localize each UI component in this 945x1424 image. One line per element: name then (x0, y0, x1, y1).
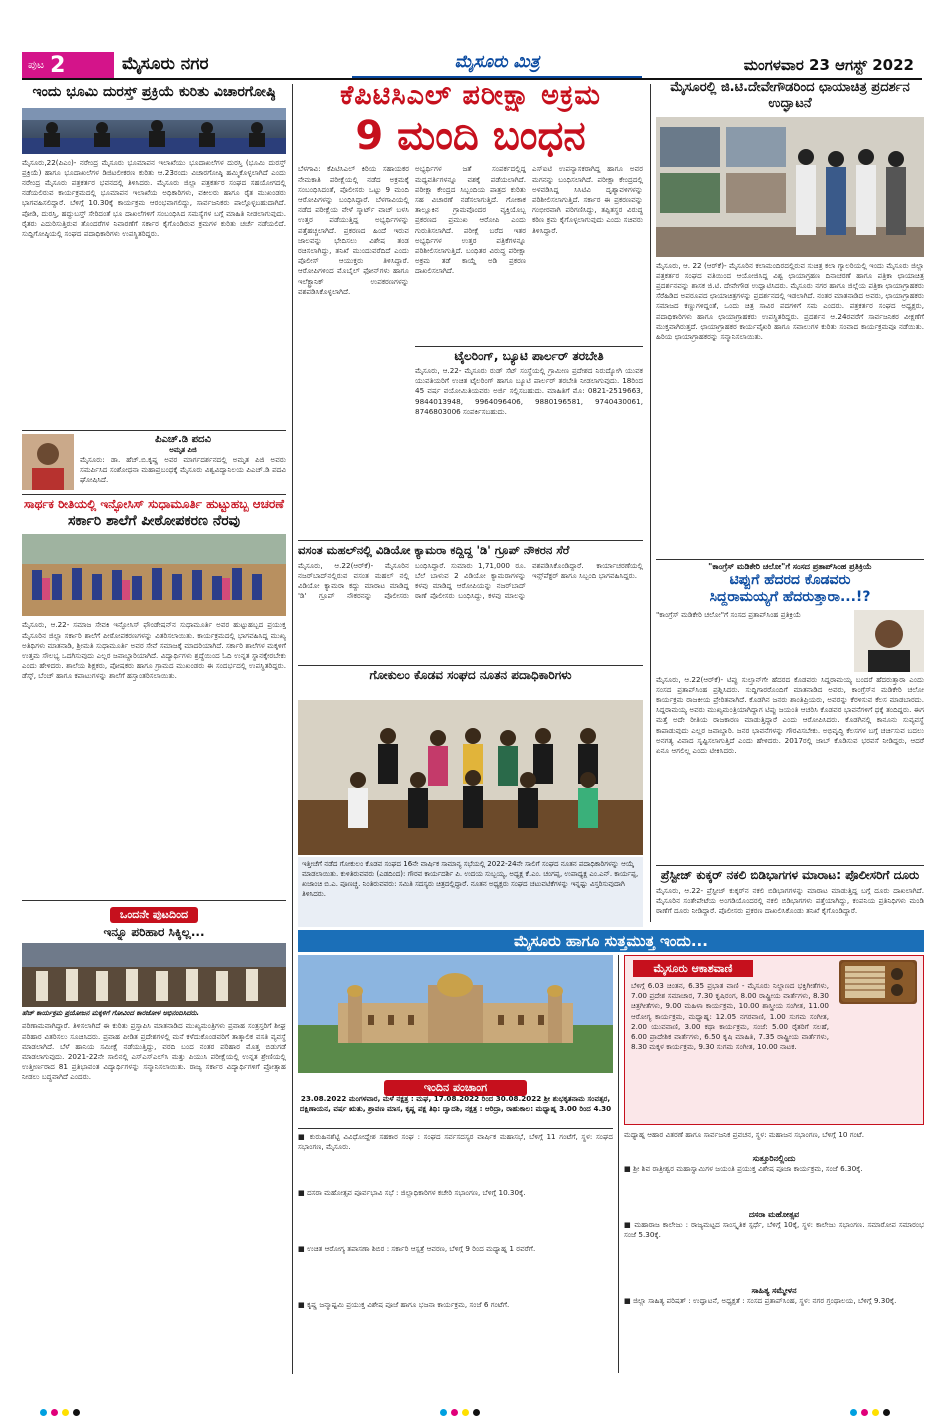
kodava-headline: ಗೋಕುಲಂ ಕೊಡವ ಸಂಘದ ನೂತನ ಪದಾಧಿಕಾರಿಗಳು (369, 667, 572, 682)
story1-photo (22, 108, 286, 154)
listing-item: ■ ಮಹಾರಾಜ ಕಾಲೇಜು : ರಾಜ್ಯಮಟ್ಟದ ಸಾಂಸ್ಕೃತಿಕ ಸ್ಪರ್ಧೆ, ಬೆಳಿಗ್ಗೆ 10ಕ್ಕೆ, ಸ್ಥಳ: ಕಾಲೇಜು ಸಭಾಂಗಣ. ಸಮಾರೋಪ ಸಮಾರಂಭ ಸಂಜೆ 5.30ಕ್ಕೆ. (624, 1220, 924, 1240)
page-number-badge (22, 52, 114, 78)
siddaramaiah-body: ಮೈಸೂರು, ಆ.22(ಆರ್‌ಕೆ)- ಟಿಪ್ಪು ಸುಲ್ತಾನ್‌ಗೇ ಹೆದರದ ಕೊಡವರು ಸಿದ್ದರಾಮಯ್ಯ ಬಂದರೆ ಹೆದರುತ್ತಾರಾ ಎಂದು ಸಂಸದ ಪ್ರತಾಪ್‌ಸಿಂಹ ಪ್ರಶ್ನಿಸಿದರು. ಸುದ್ದಿಗಾರರೊಂದಿಗೆ ಮಾತನಾಡಿದ ಅವರು, ಕಾಂಗ್ರೆಸ್‌ನ ಮಡಿಕೇರಿ ಚಲೋ ಕಾರ್ಯಕ್ರಮ ರಾಜಕೀಯ ಪ್ರೇರಿತವಾಗಿದೆ. ಕೊಡಗಿನ ಜನರು ಶಾಂತಿಪ್ರಿಯರು, ಅವರನ್ನು ಕೆರಳಿಸುವ ಕೆಲಸ ಮಾಡಬಾರದು. ಸಿದ್ದರಾಮಯ್ಯ ಅವರು ಮುಖ್ಯಮಂತ್ರಿಯಾಗಿದ್ದಾಗ ಟಿಪ್ಪು ಜಯಂತಿ ಆಚರಿಸಿ ಕೊಡವರ ಭಾವನೆಗಳಿಗೆ ಧಕ್ಕೆ ತಂದಿದ್ದರು. ಈಗ ಮತ್ತೆ ಅದೇ ರೀತಿಯ ರಾಜಕಾರಣ ಮಾಡುತ್ತಿದ್ದಾರೆ ಎಂದು ಆರೋಪಿಸಿದರು. ಕೊಡಗಿನಲ್ಲಿ ಕಾನೂನು ಸುವ್ಯವಸ್ಥೆ ಕಾಪಾಡುವುದು ಎಲ್ಲರ ಜವಾಬ್ದಾರಿ. ಜನರ ಭಾವನೆಗಳನ್ನು ಗೌರವಿಸಬೇಕು. ಅಭಿವೃದ್ಧಿ ಕೆಲಸಗಳ ಬಗ್ಗೆ ಚರ್ಚಿಸುವ ಬದಲು ಅನಗತ್ಯ ವಿವಾದ ಸೃಷ್ಟಿಸಲಾಗುತ್ತಿದೆ ಎಂದು ಹೇಳಿದರು. 2017ರಲ್ಲಿ ಜಾಬ್ ಕೊಡಿಸುವ ಭರವಸೆ ನೀಡಿದ್ದರು, ಆದರೆ ಏನೂ ಆಗಲಿಲ್ಲ ಎಂದು ಟೀಕಿಸಿದರು. (656, 674, 924, 755)
lead-body-col1: ಬೆಳಗಾವಿ: ಕೆಪಿಟಿಸಿಎಲ್ ಕಿರಿಯ ಸಹಾಯಕರ ನೇಮಕಾತಿ ಪರೀಕ್ಷೆಯಲ್ಲಿ ನಡೆದ ಅಕ್ರಮಕ್ಕೆ ಸಂಬಂಧಿಸಿದಂತೆ, ಪೊಲೀಸರು ಒಟ್ಟು 9 ಮಂದಿ ಆರೋಪಿಗಳನ್ನು ಬಂಧಿಸಿದ್ದಾರೆ. ಬೆಳಗಾವಿಯಲ್ಲಿ ನಡೆದ ಪರೀಕ್ಷೆಯ ವೇಳೆ ಸ್ಮಾರ್ಟ್ ವಾಚ್ ಬಳಸಿ ಉತ್ತರ ಪಡೆಯುತ್ತಿದ್ದ ಅಭ್ಯರ್ಥಿಗಳನ್ನು ಪತ್ತೆಹಚ್ಚಲಾಗಿದೆ. ಪ್ರಕರಣದ ಹಿಂದೆ ಇರುವ ಜಾಲವನ್ನು ಭೇದಿಸಲು ವಿಶೇಷ ತಂಡ ರಚಿಸಲಾಗಿದ್ದು, ತನಿಖೆ ಮುಂದುವರೆದಿದೆ ಎಂದು ಪೊಲೀಸ್ ಆಯುಕ್ತರು ತಿಳಿಸಿದ್ದಾರೆ. ಆರೋಪಿಗಳಿಂದ ಮೊಬೈಲ್ ಫೋನ್‌ಗಳು ಹಾಗೂ ಇಲೆಕ್ಟ್ರಾನಿಕ್ ಉಪಕರಣಗಳನ್ನು ವಶಪಡಿಸಿಕೊಳ್ಳಲಾಗಿದೆ. (298, 164, 409, 296)
lead-kicker: ಕೆಪಿಟಿಸಿಎಲ್ ಪರೀಕ್ಷಾ ಅಕ್ರಮ (340, 80, 601, 111)
event-item: ■ ಕೃಷ್ಣ ಜನ್ಮಾಷ್ಟಮಿ ಪ್ರಯುಕ್ತ ವಿಶೇಷ ಪೂಜೆ ಹಾಗೂ ಭಜನಾ ಕಾರ್ಯಕ್ರಮ, ಸಂಜೆ 6 ಗಂಟೆಗೆ. (298, 1300, 510, 1309)
phd-body: ಮೈಸೂರು: ಡಾ. ಹೆಚ್.ಬಿ.ಕೃಷ್ಣ ಅವರ ಮಾರ್ಗದರ್ಶನದಲ್ಲಿ ಅಮೃತ ಪಿಜಿ ಅವರು ಸಮರ್ಪಿಸಿದ ಸಂಶೋಧನಾ ಮಹಾಪ್ರಬಂಧಕ್ಕೆ ಮೈಸೂರು ವಿಶ್ವವಿದ್ಯಾನಿಲಯ ಪಿಎಚ್.ಡಿ ಪದವಿ ಘೋಷಿಸಿದೆ. (80, 455, 286, 485)
today-band: ಮೈಸೂರು ಹಾಗೂ ಸುತ್ತಮುತ್ತ ಇಂದು... (298, 930, 924, 952)
cooker-body: ಮೈಸೂರು, ಆ.22- ಪ್ರೆಸ್ಟೀಜ್ ಕುಕ್ಕರ್‌ನ ನಕಲಿ ಬಿಡಿಭಾಗಗಳನ್ನು ಮಾರಾಟ ಮಾಡುತ್ತಿದ್ದ ಬಗ್ಗೆ ದೂರು ದಾಖಲಾಗಿದೆ. ಮೈಸೂರಿನ ಸಂತೇಪೇಟೆಯ ಅಂಗಡಿಯೊಂದರಲ್ಲಿ ನಕಲಿ ಬಿಡಿಭಾಗಗಳು ಪತ್ತೆಯಾಗಿದ್ದು, ಕಂಪನಿಯ ಪ್ರತಿನಿಧಿಗಳು ಮಂಡಿ ಠಾಣೆಗೆ ದೂರು ನೀಡಿದ್ದಾರೆ. ಪೊಲೀಸರು ಪ್ರಕರಣ ದಾಖಲಿಸಿಕೊಂಡು ತನಿಖೆ ಕೈಗೊಂಡಿದ್ದಾರೆ. (656, 885, 924, 915)
print-registration-marks (40, 1409, 80, 1416)
print-registration-marks (850, 1409, 890, 1416)
tailoring-body: ಮೈಸೂರು, ಆ.22- ಮೈಸೂರು ರುಡ್ ಸೆಟ್ ಸಂಸ್ಥೆಯಲ್ಲಿ ಗ್ರಾಮೀಣ ಪ್ರದೇಶದ ನಿರುದ್ಯೋಗಿ ಯುವಕ ಯುವತಿಯರಿಗೆ ಉಚಿತ ಟೈಲರಿಂಗ್ ಹಾಗೂ ಬ್ಯೂಟಿ ಪಾರ್ಲರ್ ತರಬೇತಿ ನೀಡಲಾಗುವುದು. 18ರಿಂದ 45 ವರ್ಷ ವಯೋಮಿತಿಯವರು ಅರ್ಜಿ ಸಲ್ಲಿಸಬಹುದು. ಮಾಹಿತಿಗೆ ಮೊ: 0821-2519663, 9844013948, 9964096406, 9880196581, 9740430061, 8746803006 ಸಂಪರ್ಕಿಸಬಹುದು. (415, 366, 643, 416)
press-meet-image (22, 108, 286, 154)
section-name: ಮೈಸೂರು ನಗರ (122, 54, 209, 74)
panchanga-text: 23.08.2022 ಮಂಗಳವಾರ, ಮಳೆ ನಕ್ಷತ್ರ : ಮಘ, 17.08.2022 ರಿಂದ 30.08.2022 ಶ್ರೀ ಶುಭಕೃತನಾಮ ಸಂವತ್ಸರ, ದಕ್ಷಿಣಾಯನ, ವರ್ಷ ಋತು, ಶ್ರಾವಣ ಮಾಸ, ಕೃಷ್ಣ ಪಕ್ಷ ತಿಥಿ: ದ್ವಾದಶಿ, ನಕ್ಷತ್ರ : ಆರಿದ್ರಾ, ರಾಹುಕಾಲ: ಮಧ್ಯಾಹ್ನ 3.00 ರಿಂದ 4.30 (299, 1094, 612, 1113)
siddaramaiah-body-lead: "ಕಾಂಗ್ರೆಸ್ ಮಡಿಕೇರಿ ಚಲೋ"ಗೆ ಸಂಸದ ಪ್ರತಾಪ್‌ಸಿಂಹ ಪ್ರತಿಕ್ರಿಯೆ (656, 609, 802, 619)
black-dot (883, 1409, 890, 1416)
panchanga-title: ಇಂದಿನ ಪಂಚಾಂಗ (384, 1080, 527, 1096)
radio-schedule: ಬೆಳಿಗ್ಗೆ 6.03 ಚಿಂತನ, 6.35 ಪ್ರಭಾತ ವಾಣಿ - ಮೈಸೂರು ನಿಲ್ದಾಣದ ಭಕ್ತಿಗೀತೆಗಳು, 7.00 ಪ್ರದೇಶ ಸಮಾಚಾರ, 7.30 ಕೃಷಿರಂಗ, 8.00 ರಾಷ್ಟ್ರೀಯ ವಾರ್ತೆಗಳು, 8.30 ಚಿತ್ರಗೀತೆಗಳು, 9.00 ಮಹಿಳಾ ಕಾರ್ಯಕ್ರಮ, 10.00 ಶಾಸ್ತ್ರೀಯ ಸಂಗೀತ, 11.00 ಆರೋಗ್ಯ ಕಾರ್ಯಕ್ರಮ, ಮಧ್ಯಾಹ್ನ: 12.05 ನಗರವಾಣಿ, 1.00 ಸುಗಮ ಸಂಗೀತ, 2.00 ಯುವವಾಣಿ, 3.00 ಕಥಾ ಕಾರ್ಯಕ್ರಮ, ಸಂಜೆ: 5.00 ರೈತರಿಗೆ ಸಲಹೆ, 6.00 ಪ್ರಾದೇಶಿಕ ವಾರ್ತೆಗಳು, 6.50 ಕೃಷಿ ಮಾಹಿತಿ, 7.35 ರಾಷ್ಟ್ರೀಯ ವಾರ್ತೆಗಳು, 8.30 ಮಕ್ಕಳ ಕಾರ್ಯಕ್ರಮ, 9.30 ಸುಗಮ ಸಂಗೀತ, 10.00 ನಾಟಕ. (631, 981, 829, 1052)
phd-name: ಅಮೃತ ಪಿಜಿ (169, 446, 197, 454)
kodava-caption: ಇತ್ತೀಚೆಗೆ ನಡೆದ ಗೋಕುಲಂ ಕೊಡವ ಸಂಘದ 16ನೇ ವಾರ್ಷಿಕ ಸಾಮಾನ್ಯ ಸಭೆಯಲ್ಲಿ 2022-24ನೇ ಸಾಲಿಗೆ ಸಂಘದ ನೂತನ ಪದಾಧಿಕಾರಿಗಳನ್ನು ಆಯ್ಕೆ ಮಾಡಲಾಯಿತು. ಕುಳಿತಿರುವವರು (ಎಡದಿಂದ): ಗೌರವ ಕಾರ್ಯದರ್ಶಿ ಪಿ. ಉದಯ ಸುಬ್ಬಯ್ಯ, ಅಧ್ಯಕ್ಷ ಕೆ.ಎಂ. ಚಂಗಪ್ಪ, ಉಪಾಧ್ಯಕ್ಷ ಎಂ.ಎನ್. ಕಾರ್ಯಪ್ಪ, ಖಜಾಂಚಿ ಬಿ.ಎ. ಪೂಣಚ್ಚ. ನಿಂತಿರುವವರು: ಸಮಿತಿ ಸದಸ್ಯರು ಚಿತ್ರದಲ್ಲಿದ್ದಾರೆ. ನೂತನ ಅಧ್ಯಕ್ಷರು ಸಂಘದ ಚಟುವಟಿಕೆಗಳನ್ನು ಇನ್ನಷ್ಟು ವಿಸ್ತರಿಸುವುದಾಗಿ ತಿಳಿಸಿದರು. (298, 857, 643, 927)
vasantha-body: ಮೈಸೂರು, ಆ.22(ಆರ್‌ಕೆ)- ಮೈಸೂರಿನ ನಜರ್‌ಬಾದ್‌ನಲ್ಲಿರುವ ವಸಂತ ಮಹಲ್ ನಲ್ಲಿ ವಿಡಿಯೋ ಕ್ಯಾಮರಾ ಕದ್ದು ಮಾರಾಟ ಮಾಡಿದ್ದ 'ಡಿ' ಗ್ರೂಪ್ ನೌಕರನನ್ನು ಪೊಲೀಸರು ಬಂಧಿಸಿದ್ದಾರೆ. ಸುಮಾರು 1,71,000 ರೂ. ಬೆಲೆ ಬಾಳುವ 2 ವಿಡಿಯೋ ಕ್ಯಾಮರಾಗಳನ್ನು ಕಳವು ಮಾಡಿದ್ದ ಆರೋಪಿಯನ್ನು ನಜರ್‌ಬಾದ್ ಠಾಣೆ ಪೊಲೀಸರು ಬಂಧಿಸಿದ್ದು, ಕಳವು ಮಾಲನ್ನು ವಶಪಡಿಸಿಕೊಂಡಿದ್ದಾರೆ. ಕಾರ್ಯಾಚರಣೆಯಲ್ಲಿ ಇನ್ಸ್‌ಪೆಕ್ಟರ್ ಹಾಗೂ ಸಿಬ್ಬಂದಿ ಭಾಗವಹಿಸಿದ್ದರು. (298, 560, 643, 601)
story3-body: ಪರಿಣಾಮವಾಗಿದ್ದಾರೆ. ತಿಳಿಸಲಾಗಿದೆ ಈ ಕುರಿತು ಪ್ರಸ್ತಾಪಿಸಿ ಮಾತನಾಡಿದ ಮುಖ್ಯಮಂತ್ರಿಗಳು ಪ್ರವಾಹ ಸಂತ್ರಸ್ತರಿಗೆ ಶೀಘ್ರ ಪರಿಹಾರ ವಿತರಿಸಲು ಸೂಚಿಸಿದರು. ಪ್ರವಾಹ ಪೀಡಿತ ಪ್ರದೇಶಗಳಲ್ಲಿ ಮನೆ ಕಳೆದುಕೊಂಡವರಿಗೆ ತಾತ್ಕಾಲಿಕ ವಸತಿ ವ್ಯವಸ್ಥೆ ಮಾಡಲಾಗಿದೆ. ಬೆಳೆ ಹಾನಿಯ ಸಮೀಕ್ಷೆ ನಡೆಯುತ್ತಿದ್ದು, ವರದಿ ಬಂದ ನಂತರ ಪರಿಹಾರ ಮೊತ್ತ ಬಿಡುಗಡೆ ಮಾಡಲಾಗುವುದು. 2021-22ನೇ ಸಾಲಿನಲ್ಲಿ ಎಸ್‌ಎಸ್‌ಎಲ್‌ಸಿ ಮತ್ತು ಪಿಯುಸಿ ಪರೀಕ್ಷೆಯಲ್ಲಿ ಉನ್ನತ ಶ್ರೇಣಿಯಲ್ಲಿ ಉತ್ತೀರ್ಣರಾದ 81 ಪ್ರತಿಭಾವಂತ ವಿದ್ಯಾರ್ಥಿಗಳನ್ನು ಸನ್ಮಾನಿಸಲಾಯಿತು. ರಾಜ್ಯ ಸರ್ಕಾರ ವಿದ್ಯಾರ್ಥಿಗಳಿಗೆ ಪ್ರೋತ್ಸಾಹ ನೀಡಲು ಬದ್ಧವಾಗಿದೆ ಎಂದರು. (22, 1021, 286, 1082)
exhibition-headline: ಮೈಸೂರಲ್ಲಿ ಜಿ.ಟಿ.ದೇವೇಗೌಡರಿಂದ ಛಾಯಾಚಿತ್ರ ಪ್ರದರ್ಶನ ಉದ್ಘಾಟನೆ (670, 80, 910, 112)
page-label: ಪುಟ (28, 58, 45, 71)
person-portrait-image (854, 610, 924, 672)
listings-block (624, 1130, 924, 1336)
paper-logo: ಮೈಸೂರು ಮಿತ್ರ (352, 52, 642, 78)
gallery-visitors-image (656, 117, 924, 257)
black-dot (73, 1409, 80, 1416)
magenta-dot (451, 1409, 458, 1416)
column-divider (292, 84, 293, 1374)
person-portrait-image (22, 434, 74, 490)
tailoring-block (415, 346, 643, 476)
black-dot (473, 1409, 480, 1416)
palace-photo (298, 955, 613, 1073)
cooker-headline: ಪ್ರೆಸ್ಟೀಜ್ ಕುಕ್ಕರ್ ನಕಲಿ ಬಿಡಿಭಾಗಗಳ ಮಾರಾಟ: ಪೊಲೀಸರಿಗೆ ದೂರು (660, 867, 920, 882)
story1-body: ಮೈಸೂರು,22(ಪಿಎಂ)- ನರೇಂದ್ರ ಮೈಸೂರು ಭೂಮಾಪನ ಇಲಾಖೆಯು ಭೂದಾಖಲೆಗಳ ದುರಸ್ತಿ (ಭೂಮಿ ದುರಸ್ತ್ ಪ್ರಕ್ರಿಯೆ) ಹಾಗೂ ಭೂದಾಖಲೆಗಳ ಡಿಜಿಟಲೀಕರಣ ಕುರಿತು ಆ.23ರಂದು ವಿಚಾರಗೋಷ್ಠಿ ಹಮ್ಮಿಕೊಳ್ಳಲಾಗಿದೆ ಎಂದು ನರೇಂದ್ರ ಮೈಸೂರು ಪತ್ರಕರ್ತರ ಭವನದಲ್ಲಿ ತಿಳಿಸಿದರು. ಮೈಸೂರು ಜಿಲ್ಲಾ ಪತ್ರಕರ್ತರ ಸಂಘದ ಸಹಯೋಗದಲ್ಲಿ ನಡೆಯಲಿರುವ ಕಾರ್ಯಕ್ರಮದಲ್ಲಿ ಭೂಮಾಪನ ಇಲಾಖೆಯ ಅಧಿಕಾರಿಗಳು, ವಕೀಲರು ಹಾಗೂ ರೈತ ಮುಖಂಡರು ಭಾಗವಹಿಸಲಿದ್ದಾರೆ. ಬೆಳಿಗ್ಗೆ 10.30ಕ್ಕೆ ಕಾರ್ಯಕ್ರಮ ಆರಂಭವಾಗಲಿದ್ದು, ಸಾರ್ವಜನಿಕರು ಪಾಲ್ಗೊಳ್ಳಬಹುದಾಗಿದೆ. ಪೋಡಿ, ದುರಸ್ತಿ, ಹದ್ದುಬಸ್ತ್ ಸೇರಿದಂತೆ ಭೂ ದಾಖಲೆಗಳಿಗೆ ಸಂಬಂಧಿಸಿದ ಸಮಸ್ಯೆಗಳ ಬಗ್ಗೆ ಮಾಹಿತಿ ನೀಡಲಾಗುವುದು. ರೈತರು ಎದುರಿಸುತ್ತಿರುವ ತೊಂದರೆಗಳ ನಿವಾರಣೆಗೆ ಸರ್ಕಾರ ಕೈಗೊಂಡಿರುವ ಕ್ರಮಗಳ ಕುರಿತು ಚರ್ಚೆ ನಡೆಯಲಿದೆ. ಸುದ್ದಿಗೋಷ್ಠಿಯಲ್ಲಿ ಸಂಘದ ಪದಾಧಿಕಾರಿಗಳು ಉಪಸ್ಥಿತರಿದ್ದರು. (22, 157, 286, 238)
phd-block (22, 430, 286, 490)
lead-body-col3: ಎಸ್‌ಐಟಿ ಉಪನ್ಯಾಸಕರಾಗಿದ್ದ ಹಾಗೂ ಅವರ ಮಗನನ್ನು ಬಂಧಿಸಲಾಗಿದೆ. ಪರೀಕ್ಷಾ ಕೇಂದ್ರದಲ್ಲಿ ಅಳವಡಿಸಿದ್ದ ಸಿಸಿಟಿವಿ ದೃಶ್ಯಾವಳಿಗಳನ್ನು ಪರಿಶೀಲಿಸಲಾಗುತ್ತಿದೆ. ಸರ್ಕಾರ ಈ ಪ್ರಕರಣವನ್ನು ಗಂಭೀರವಾಗಿ ಪರಿಗಣಿಸಿದ್ದು, ತಪ್ಪಿತಸ್ಥರ ವಿರುದ್ಧ ಕಠಿಣ ಕ್ರಮ ಕೈಗೊಳ್ಳಲಾಗುವುದು ಎಂದು ಸಚಿವರು ತಿಳಿಸಿದ್ದಾರೆ. (532, 164, 643, 235)
column-divider (650, 84, 651, 922)
event-item: ■ ಉಚಿತ ಆರೋಗ್ಯ ತಪಾಸಣಾ ಶಿಬಿರ : ಸರ್ಕಾರಿ ಆಸ್ಪತ್ರೆ ಆವರಣ, ಬೆಳಿಗ್ಗೆ 9 ರಿಂದ ಮಧ್ಯಾಹ್ನ 1 ರವರೆಗೆ. (298, 1244, 536, 1253)
mysore-palace-image (298, 955, 613, 1073)
lead-headline: 9 ಮಂದಿ ಬಂಧನ (355, 113, 586, 160)
listing-item: ■ ಶ್ರೀ ಶಿವ ರಾತ್ರೀಶ್ವರ ಮಹಾಸ್ವಾಮಿಗಳ ಜಯಂತಿ ಪ್ರಯುಕ್ತ ವಿಶೇಷ ಪೂಜಾ ಕಾರ್ಯಕ್ರಮ, ಸಂಜೆ 6.30ಕ್ಕೆ. (624, 1164, 863, 1173)
story3-caption: ಹೆಚ್ ಕಾರ್ಯಕ್ರಮ ಪ್ರಯೋಜನ ಮಕ್ಕಳಿಗೆ ಗೋವಿಂದ ಕಾರಜೋಳ ಅಭಿನಂದಿಸಿದರು. (22, 1009, 200, 1018)
yellow-dot (462, 1409, 469, 1416)
kodava-photo (298, 700, 643, 855)
siddaramaiah-headline2: ಸಿದ್ದರಾಮಯ್ಯಗೆ ಹೆದರುತ್ತಾರಾ...!? (709, 589, 871, 605)
story2-body: ಮೈಸೂರು, ಆ.22- ಸಮಾಜ ಸೇವಕಿ ಇನ್ಫೋಸಿಸ್ ಫೌಂಡೇಷನ್‌ನ ಸುಧಾಮೂರ್ತಿ ಅವರ ಹುಟ್ಟುಹಬ್ಬದ ಪ್ರಯುಕ್ತ ಮೈಸೂರಿನ ಜಿಲ್ಲಾ ಸರ್ಕಾರಿ ಶಾಲೆಗೆ ಪೀಠೋಪಕರಣಗಳನ್ನು ವಿತರಿಸಲಾಯಿತು. ಕಾರ್ಯಕ್ರಮದಲ್ಲಿ ಭಾಗವಹಿಸಿದ್ದ ಮುಖ್ಯ ಅತಿಥಿಗಳು ಮಾತನಾಡಿ, ಶ್ರೀಮತಿ ಸುಧಾಮೂರ್ತಿ ಅವರ ಸೇವೆ ಸಮಾಜಕ್ಕೆ ಮಾದರಿಯಾಗಿದೆ. ಸರ್ಕಾರಿ ಶಾಲೆಗಳ ಮಕ್ಕಳಿಗೆ ಉತ್ತಮ ಸೌಲಭ್ಯ ಒದಗಿಸುವುದು ಎಲ್ಲರ ಜವಾಬ್ದಾರಿಯಾಗಿದೆ. ವಿದ್ಯಾರ್ಥಿಗಳು ಶ್ರದ್ಧೆಯಿಂದ ಓದಿ ಉನ್ನತ ಸ್ಥಾನಕ್ಕೇರಬೇಕು ಎಂದು ಹೇಳಿದರು. ಶಾಲೆಯ ಶಿಕ್ಷಕರು, ಪೋಷಕರು ಹಾಗೂ ಗ್ರಾಮದ ಮುಖಂಡರು ಈ ಸಂದರ್ಭದಲ್ಲಿ ಉಪಸ್ಥಿತರಿದ್ದರು. ಡೆಸ್ಕ್, ಬೆಂಚ್ ಹಾಗೂ ಕಪಾಟುಗಳನ್ನು ಶಾಲೆಗೆ ಹಸ್ತಾಂತರಿಸಲಾಯಿತು. (22, 620, 286, 681)
listing-heading: ಸಾಹಿತ್ಯ ಸಮ್ಮೇಳನ (751, 1286, 797, 1295)
page-number: 2 (50, 52, 66, 78)
print-registration-marks (440, 1409, 480, 1416)
story3-headline: ಇನ್ನೂ ಪರಿಹಾರ ಸಿಕ್ಕಿಲ್ಲ... (103, 925, 205, 940)
left-column (22, 84, 286, 1213)
story2-headline: ಸರ್ಕಾರಿ ಶಾಲೆಗೆ ಪೀಠೋಪಕರಣ ನೆರವು (67, 512, 241, 529)
siddaramaiah-kicker: "ಕಾಂಗ್ರೆಸ್ ಮಡಿಕೇರಿ ಚಲೋ"ಗೆ ಸಂಸದ ಪ್ರತಾಪ್‌ಸಿಂಹ ಪ್ರತಿಕ್ರಿಯೆ (708, 561, 872, 571)
phd-portrait (22, 434, 74, 490)
phd-headline: ಪಿಎಚ್.ಡಿ ಪದವಿ (155, 433, 211, 445)
event-item: ■ ದಸರಾ ಮಹೋತ್ಸವ ಪೂರ್ವಭಾವಿ ಸಭೆ : ಜಿಲ್ಲಾಧಿಕಾರಿಗಳ ಕಚೇರಿ ಸಭಾಂಗಣ, ಬೆಳಿಗ್ಗೆ 10.30ಕ್ಕೆ. (298, 1188, 526, 1197)
masthead (22, 52, 922, 78)
listing-item: ■ ಜಿಲ್ಲಾ ಸಾಹಿತ್ಯ ಪರಿಷತ್ : ಉದ್ಘಾಟನೆ, ಅಧ್ಯಕ್ಷತೆ : ಸಂಸದ ಪ್ರತಾಪ್‌ಸಿಂಹ, ಸ್ಥಳ: ನಗರ ಗ್ರಂಥಾಲಯ, ಬೆಳಿಗ್ಗೆ 9.30ಕ್ಕೆ. (624, 1296, 897, 1305)
mp-portrait (854, 610, 924, 672)
cyan-dot (40, 1409, 47, 1416)
radio-schedule-box (624, 955, 924, 1125)
listing-heading: ದಸರಾ ಮಹೋತ್ಸವ (748, 1210, 800, 1219)
right-column (656, 80, 924, 958)
vasantha-headline: ವಸಂತ ಮಹಲ್‌ನಲ್ಲಿ ವಿಡಿಯೋ ಕ್ಯಾಮರಾ ಕದ್ದಿದ್ದ 'ಡಿ' ಗ್ರೂಪ್ ನೌಕರನ ಸೆರೆ (298, 543, 570, 558)
exhibition-photo (656, 117, 924, 257)
story3-photo (22, 943, 286, 1007)
listing-heading: ಸುತ್ತೂರಿನಲ್ಲಿಂದು (752, 1154, 796, 1163)
magenta-dot (861, 1409, 868, 1416)
issue-date: ಮಂಗಳವಾರ 23 ಆಗಸ್ಟ್ 2022 (743, 56, 914, 74)
story3-kicker: ಒಂದನೇ ಪುಟದಿಂದ (110, 907, 198, 923)
event-item: ■ ಕುರುಹಿನಶೆಟ್ಟಿ ವಿವಿಧೋದ್ದೇಶ ಸಹಕಾರ ಸಂಘ : ಸಂಘದ ಸರ್ವಸದಸ್ಯರ ವಾರ್ಷಿಕ ಮಹಾಸಭೆ, ಬೆಳಿಗ್ಗೆ 11 ಗಂಟೆಗೆ, ಸ್ಥಳ: ಸಂಘದ ಸಭಾಂಗಣ, ಮೈಸೂರು. (298, 1132, 613, 1152)
felicitation-image (22, 943, 286, 1007)
radio-icon (839, 960, 917, 1004)
story2-photo (22, 534, 286, 616)
group-photo-image (298, 700, 643, 855)
center-column (298, 80, 643, 683)
exhibition-body: ಮೈಸೂರು, ಆ. 22 (ಆರ್‌ಕೆ)- ಮೈಸೂರಿನ ಕಲಾಮಂದಿರದಲ್ಲಿರುವ ಸುಚಿತ್ರ ಕಲಾ ಗ್ಯಾಲರಿಯಲ್ಲಿ ಇಂದು ಮೈಸೂರು ಜಿಲ್ಲಾ ಪತ್ರಕರ್ತರ ಸಂಘದ ವತಿಯಿಂದ ಆಯೋಜಿಸಿದ್ದ ವಿಶ್ವ ಛಾಯಾಗ್ರಹಣ ದಿನಾಚರಣೆ ಹಾಗೂ ಪತ್ರಿಕಾ ಛಾಯಾಚಿತ್ರ ಪ್ರದರ್ಶನವನ್ನು ಶಾಸಕ ಜಿ.ಟಿ. ದೇವೇಗೌಡ ಉದ್ಘಾಟಿಸಿದರು. ಮೈಸೂರು ನಗರ ಹಾಗೂ ಜಿಲ್ಲೆಯ ಪತ್ರಿಕಾ ಛಾಯಾಗ್ರಾಹಕರು ಸೆರೆಹಿಡಿದ ಅಪರೂಪದ ಛಾಯಾಚಿತ್ರಗಳನ್ನು ಪ್ರದರ್ಶನದಲ್ಲಿ ಇಡಲಾಗಿದೆ. ನಂತರ ಮಾತನಾಡಿದ ಅವರು, ಛಾಯಾಗ್ರಾಹಕರು ಸಮಾಜದ ಕಣ್ಣುಗಳಿದ್ದಂತೆ, ಒಂದು ಚಿತ್ರ ಸಾವಿರ ಪದಗಳಿಗೆ ಸಮ ಎಂದರು. ಪತ್ರಕರ್ತರ ಸಂಘದ ಅಧ್ಯಕ್ಷರು, ಪದಾಧಿಕಾರಿಗಳು ಹಾಗೂ ಛಾಯಾಗ್ರಾಹಕರು ಉಪಸ್ಥಿತರಿದ್ದರು. ಪ್ರದರ್ಶನ ಆ.24ರವರೆಗೆ ಸಾರ್ವಜನಿಕರ ವೀಕ್ಷಣೆಗೆ ಮುಕ್ತವಾಗಿರುತ್ತದೆ. ಛಾಯಾಗ್ರಾಹಕರ ಕಾರ್ಯವೈಖರಿ ಹಾಗೂ ಸವಾಲುಗಳ ಕುರಿತು ಸಂವಾದ ಕಾರ್ಯಕ್ರಮವೂ ನಡೆಯಿತು. ಹಿರಿಯ ಛಾಯಾಗ್ರಾಹಕರನ್ನು ಸನ್ಮಾನಿಸಲಾಯಿತು. (656, 260, 924, 341)
yellow-dot (872, 1409, 879, 1416)
cyan-dot (440, 1409, 447, 1416)
story1-headline: ಇಂದು ಭೂಮಿ ದುರಸ್ತ್ ಪ್ರಕ್ರಿಯೆ ಕುರಿತು ವಿಚಾರಗೋಷ್ಠಿ (32, 84, 276, 100)
events-list (298, 1128, 613, 1356)
radio-set-image (839, 960, 917, 1004)
yellow-dot (62, 1409, 69, 1416)
radio-title: ಮೈಸೂರು ಆಕಾಶವಾಣಿ (633, 960, 753, 977)
tailoring-headline: ಟೈಲರಿಂಗ್, ಬ್ಯೂಟಿ ಪಾರ್ಲರ್ ತರಬೇತಿ (454, 349, 604, 363)
school-group-image (22, 534, 286, 616)
cyan-dot (850, 1409, 857, 1416)
magenta-dot (51, 1409, 58, 1416)
column-divider (618, 955, 619, 1373)
lead-body-col2: ಅಭ್ಯರ್ಥಿಗಳ ಜತೆ ಸಂಪರ್ಕದಲ್ಲಿದ್ದ ಮಧ್ಯವರ್ತಿಗಳನ್ನೂ ವಶಕ್ಕೆ ಪಡೆಯಲಾಗಿದೆ. ಪರೀಕ್ಷಾ ಕೇಂದ್ರದ ಸಿಬ್ಬಂದಿಯ ಪಾತ್ರದ ಕುರಿತು ಸಹ ವಿಚಾರಣೆ ನಡೆಸಲಾಗುತ್ತಿದೆ. ಗೋಕಾಕ ತಾಲ್ಲೂಕಿನ ಗ್ರಾಮವೊಂದರ ವ್ಯಕ್ತಿಯೊಬ್ಬ ಪ್ರಕರಣದ ಪ್ರಮುಖ ಆರೋಪಿ ಎಂದು ಗುರುತಿಸಲಾಗಿದೆ. ಪರೀಕ್ಷೆ ಬರೆದ ಇತರ ಅಭ್ಯರ್ಥಿಗಳ ಉತ್ತರ ಪತ್ರಿಕೆಗಳನ್ನೂ ಪರಿಶೀಲಿಸಲಾಗುತ್ತಿದೆ. ಬಂಧಿತರ ವಿರುದ್ಧ ಪರೀಕ್ಷಾ ಅಕ್ರಮ ತಡೆ ಕಾಯ್ದೆ ಅಡಿ ಪ್ರಕರಣ ದಾಖಲಿಸಲಾಗಿದೆ. (415, 164, 526, 276)
siddaramaiah-headline1: ಟಿಪ್ಪುಗೆ ಹೆದರದ ಕೊಡವರು (729, 571, 851, 588)
listings-intro: ಮಧ್ಯಾಹ್ನ ಆಹಾರ ವಿತರಣೆ ಹಾಗೂ ಸಾರ್ವಜನಿಕ ಪ್ರವಚನ, ಸ್ಥಳ: ಮಹಾಜನ ಸಭಾಂಗಣ, ಬೆಳಿಗ್ಗೆ 10 ಗಂಟೆ. (624, 1130, 865, 1139)
story2-kicker: ಸಾರ್ಥಕ ರೀತಿಯಲ್ಲಿ ಇನ್ಫೋಸಿಸ್ ಸುಧಾಮೂರ್ತಿ ಹುಟ್ಟುಹಬ್ಬ ಆಚರಣೆ (23, 496, 285, 511)
